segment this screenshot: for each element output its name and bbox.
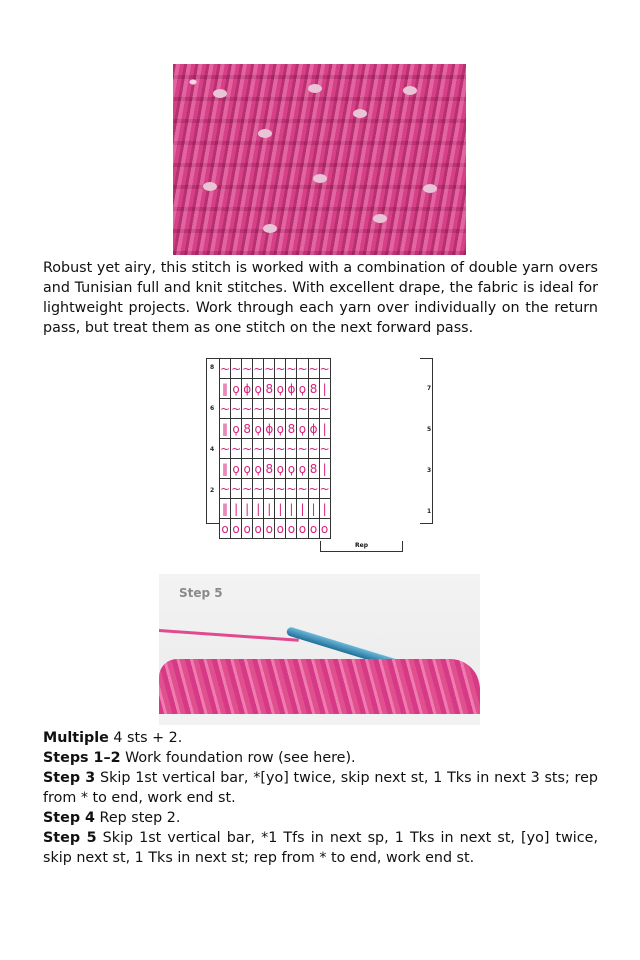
- chart-symbol: ϙ: [253, 419, 264, 439]
- chart-symbol: ϙ: [297, 379, 308, 399]
- crochet-fabric: [159, 659, 480, 714]
- chart-symbol: ‖: [220, 459, 231, 479]
- chart-symbol: ~: [286, 399, 297, 419]
- chart-symbol: ~: [264, 399, 275, 419]
- eyelet: [258, 129, 272, 138]
- chart-symbol: |: [319, 419, 330, 439]
- chart-symbol: ~: [242, 399, 253, 419]
- chart-symbol: ~: [253, 479, 264, 499]
- chart-symbol: ‖: [220, 379, 231, 399]
- chart-row: [220, 399, 331, 419]
- chart-symbol: o: [275, 519, 286, 539]
- chart-symbol: ~: [253, 359, 264, 379]
- chart-symbol: |: [319, 459, 330, 479]
- chart-symbol: ~: [264, 439, 275, 459]
- chart-symbol: ~: [231, 399, 242, 419]
- chart-symbol: ϙ: [231, 459, 242, 479]
- chart-symbol: ~: [242, 479, 253, 499]
- chart-symbol: ϙ: [253, 459, 264, 479]
- yarn-strand: [159, 629, 299, 642]
- chart-symbol: ~: [286, 439, 297, 459]
- chart-symbol: 8: [242, 419, 253, 439]
- row-number: 4: [210, 446, 215, 453]
- chart-symbol: ~: [297, 399, 308, 419]
- chart-symbol: ɸ: [308, 419, 319, 439]
- chart-symbol: ~: [220, 439, 231, 459]
- eyelet: [373, 214, 387, 223]
- chart-row: [220, 439, 331, 459]
- chart-symbol: ɸ: [286, 379, 297, 399]
- instructions: [43, 728, 598, 868]
- chart-symbol: ~: [231, 359, 242, 379]
- chart-symbol: o: [264, 519, 275, 539]
- chart-symbol: ‖: [220, 499, 231, 519]
- chart-symbol: |: [242, 499, 253, 519]
- chart-symbol: ~: [220, 399, 231, 419]
- chart-symbol: ~: [297, 359, 308, 379]
- chart-symbol: ~: [275, 479, 286, 499]
- chart-symbol: ϙ: [275, 459, 286, 479]
- chart-symbol: ϙ: [253, 379, 264, 399]
- chart-symbol: ~: [220, 359, 231, 379]
- chart-symbol: ~: [253, 399, 264, 419]
- chart-symbol: o: [308, 519, 319, 539]
- chart-symbol: ~: [275, 439, 286, 459]
- chart-symbol: ~: [319, 399, 330, 419]
- chart-symbol: |: [319, 499, 330, 519]
- chart-symbol: ~: [308, 439, 319, 459]
- chart-symbol: ~: [231, 479, 242, 499]
- chart-symbol: ~: [308, 359, 319, 379]
- chart-row: [220, 379, 331, 399]
- chart-row: [220, 519, 331, 539]
- chart-symbol: |: [308, 499, 319, 519]
- chart-symbol: ~: [275, 399, 286, 419]
- chart-grid: [219, 358, 331, 539]
- chart-symbol: o: [242, 519, 253, 539]
- chart-symbol: |: [286, 499, 297, 519]
- chart-symbol: ~: [319, 359, 330, 379]
- row-number: 1: [427, 508, 432, 515]
- instruction-multiple: Multiple 4 sts + 2.: [43, 730, 183, 746]
- chart-row: [220, 479, 331, 499]
- row-number: 2: [210, 487, 215, 494]
- instruction-step-5: Step 5 Skip 1st vertical bar, *1 Tfs in next sp, 1 Tks in next st, [yo] twice, skip next st, 1 Tks in next st; rep from * to end, work end st.: [43, 830, 598, 866]
- chart-symbol: ɸ: [242, 379, 253, 399]
- instruction-steps-1-2: Steps 1–2 Work foundation row (see here).: [43, 750, 356, 766]
- chart-symbol: ~: [308, 479, 319, 499]
- chart-symbol: |: [264, 499, 275, 519]
- chart-symbol: ~: [319, 479, 330, 499]
- chart-symbol: o: [297, 519, 308, 539]
- step-photo-label: Step 5: [179, 586, 223, 600]
- chart-symbol: ~: [297, 479, 308, 499]
- eyelet: [213, 89, 227, 98]
- chart-symbol: o: [286, 519, 297, 539]
- eyelet: [403, 86, 417, 95]
- instruction-step-3: Step 3 Skip 1st vertical bar, *[yo] twice, skip next st, 1 Tks in next 3 sts; rep from * to end, work end st.: [43, 770, 598, 806]
- chart-symbol: ‖: [220, 419, 231, 439]
- chart-row: [220, 459, 331, 479]
- row-number: 3: [427, 467, 432, 474]
- chart-symbol: |: [253, 499, 264, 519]
- chart-symbol: ~: [242, 359, 253, 379]
- chart-symbol: o: [231, 519, 242, 539]
- chart-symbol: ~: [253, 439, 264, 459]
- chart-symbol: |: [297, 499, 308, 519]
- chart-symbol: ϙ: [275, 379, 286, 399]
- chart-symbol: |: [319, 379, 330, 399]
- chart-symbol: ~: [220, 479, 231, 499]
- chart-row: [220, 419, 331, 439]
- chart-symbol: ~: [308, 399, 319, 419]
- intro-paragraph: Robust yet airy, this stitch is worked with a combination of double yarn overs and Tunisian full and knit stitches. With excellent drape, the fabric is ideal for lightweight projects. Work through each yarn over individually on the return pass, but treat them as one stitch on the next forward pass.: [43, 260, 598, 336]
- chart-symbol: ϙ: [231, 379, 242, 399]
- chart-symbol: ~: [319, 439, 330, 459]
- eyelet: [308, 84, 322, 93]
- row-number: 7: [427, 385, 432, 392]
- chart-symbol: ϙ: [297, 419, 308, 439]
- chart-symbol: 8: [308, 459, 319, 479]
- chart-symbol: |: [231, 499, 242, 519]
- chart-symbol: ~: [275, 359, 286, 379]
- chart-symbol: ~: [297, 439, 308, 459]
- chart-symbol: |: [275, 499, 286, 519]
- chart-row: [220, 359, 331, 379]
- chart-symbol: ϙ: [275, 419, 286, 439]
- chart-symbol: ~: [231, 439, 242, 459]
- step-5-photo: [159, 574, 480, 725]
- eyelet: [313, 174, 327, 183]
- chart-symbol: ɸ: [264, 419, 275, 439]
- instruction-step-4: Step 4 Rep step 2.: [43, 810, 181, 826]
- swatch-photo: [173, 64, 466, 255]
- chart-symbol: ~: [264, 359, 275, 379]
- row-number: 8: [210, 364, 215, 371]
- chart-symbol: ~: [286, 479, 297, 499]
- chart-symbol: ϙ: [297, 459, 308, 479]
- chart-symbol: ϙ: [242, 459, 253, 479]
- eyelet: [263, 224, 277, 233]
- chart-right-frame: [420, 358, 433, 524]
- chart-symbol: 8: [308, 379, 319, 399]
- chart-symbol: o: [319, 519, 330, 539]
- row-number: 6: [210, 405, 215, 412]
- chart-symbol: o: [220, 519, 231, 539]
- eyelet: [203, 182, 217, 191]
- eyelet: [353, 109, 367, 118]
- chart-left-frame: [206, 358, 220, 524]
- rep-bracket: Rep: [320, 541, 403, 552]
- chart-symbol: ~: [264, 479, 275, 499]
- chart-symbol: 8: [286, 419, 297, 439]
- chart-symbol: ~: [242, 439, 253, 459]
- chart-symbol: o: [253, 519, 264, 539]
- chart-symbol: ~: [286, 359, 297, 379]
- eyelet: [423, 184, 437, 193]
- chart-symbol: 8: [264, 459, 275, 479]
- chart-symbol: ϙ: [286, 459, 297, 479]
- row-number: 5: [427, 426, 432, 433]
- chart-symbol: ϙ: [231, 419, 242, 439]
- chart-symbol: 8: [264, 379, 275, 399]
- chart-row: [220, 499, 331, 519]
